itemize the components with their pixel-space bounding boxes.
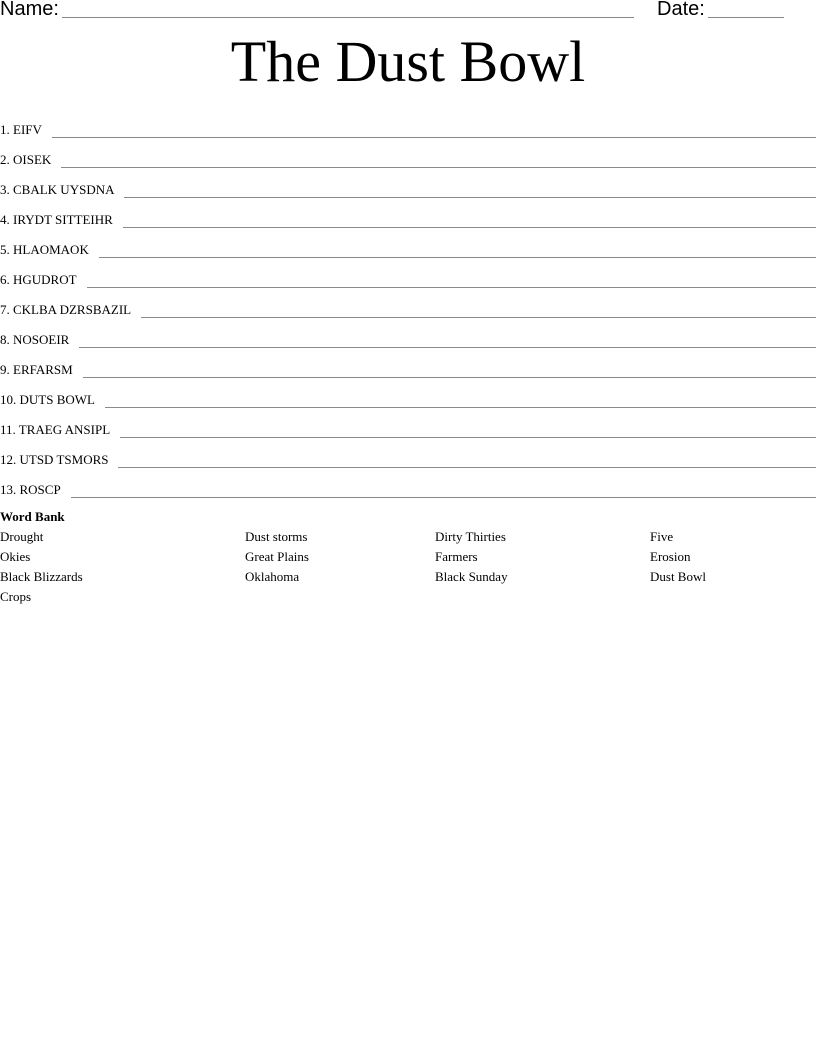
question-row [0, 260, 816, 290]
question-row [0, 350, 816, 380]
question-row [0, 380, 816, 410]
word-bank [0, 507, 816, 607]
page-title: The Dust Bowl [230, 29, 586, 94]
question-row [0, 170, 816, 200]
answer-line[interactable] [71, 496, 816, 498]
word-bank-item: Oklahoma [245, 569, 300, 584]
word-bank-item: Black Blizzards [0, 569, 83, 584]
name-label: Name: [0, 0, 59, 20]
name-field-line[interactable] [62, 17, 634, 18]
answer-line[interactable] [124, 196, 816, 198]
answer-line[interactable] [79, 346, 816, 348]
question-label: 6. HGUDROT [0, 272, 77, 287]
word-bank-item: Okies [0, 549, 31, 564]
word-bank-title: Word Bank [0, 509, 65, 524]
question-row [0, 410, 816, 440]
question-label: 4. IRYDT SITTEIHR [0, 212, 113, 227]
worksheet-header [0, 0, 816, 24]
question-label: 1. EIFV [0, 122, 42, 137]
answer-line[interactable] [87, 286, 816, 288]
question-label: 11. TRAEG ANSIPL [0, 422, 111, 437]
word-bank-item: Dust storms [245, 529, 308, 544]
question-list [0, 110, 816, 500]
answer-line[interactable] [123, 226, 816, 228]
answer-line[interactable] [120, 436, 816, 438]
question-row [0, 470, 816, 500]
answer-line[interactable] [83, 376, 816, 378]
word-bank-item: Dirty Thirties [435, 529, 506, 544]
question-row [0, 320, 816, 350]
question-label: 8. NOSOEIR [0, 332, 70, 347]
date-label: Date: [657, 0, 705, 20]
word-bank-item: Erosion [650, 549, 691, 564]
answer-line[interactable] [99, 256, 816, 258]
question-row [0, 290, 816, 320]
question-label: 13. ROSCP [0, 482, 61, 497]
answer-line[interactable] [52, 136, 816, 138]
word-bank-item: Black Sunday [435, 569, 508, 584]
question-label: 2. OISEK [0, 152, 52, 167]
question-label: 10. DUTS BOWL [0, 392, 95, 407]
word-bank-item: Great Plains [245, 549, 309, 564]
question-label: 3. CBALK UYSDNA [0, 182, 115, 197]
answer-line[interactable] [105, 406, 816, 408]
question-label: 9. ERFARSM [0, 362, 73, 377]
answer-line[interactable] [61, 166, 816, 168]
word-bank-item: Crops [0, 589, 32, 604]
question-label: 12. UTSD TSMORS [0, 452, 109, 467]
question-label: 5. HLAOMAOK [0, 242, 89, 257]
question-row [0, 200, 816, 230]
word-bank-item: Five [650, 529, 674, 544]
word-bank-item: Farmers [435, 549, 478, 564]
question-row [0, 230, 816, 260]
word-bank-item: Dust Bowl [650, 569, 706, 584]
word-bank-grid [0, 527, 816, 607]
question-row [0, 110, 816, 140]
date-field-line[interactable] [708, 17, 784, 18]
answer-line[interactable] [118, 466, 816, 468]
answer-line[interactable] [141, 316, 816, 318]
question-row [0, 440, 816, 470]
word-bank-item: Drought [0, 529, 44, 544]
question-row [0, 140, 816, 170]
question-label: 7. CKLBA DZRSBAZIL [0, 302, 132, 317]
